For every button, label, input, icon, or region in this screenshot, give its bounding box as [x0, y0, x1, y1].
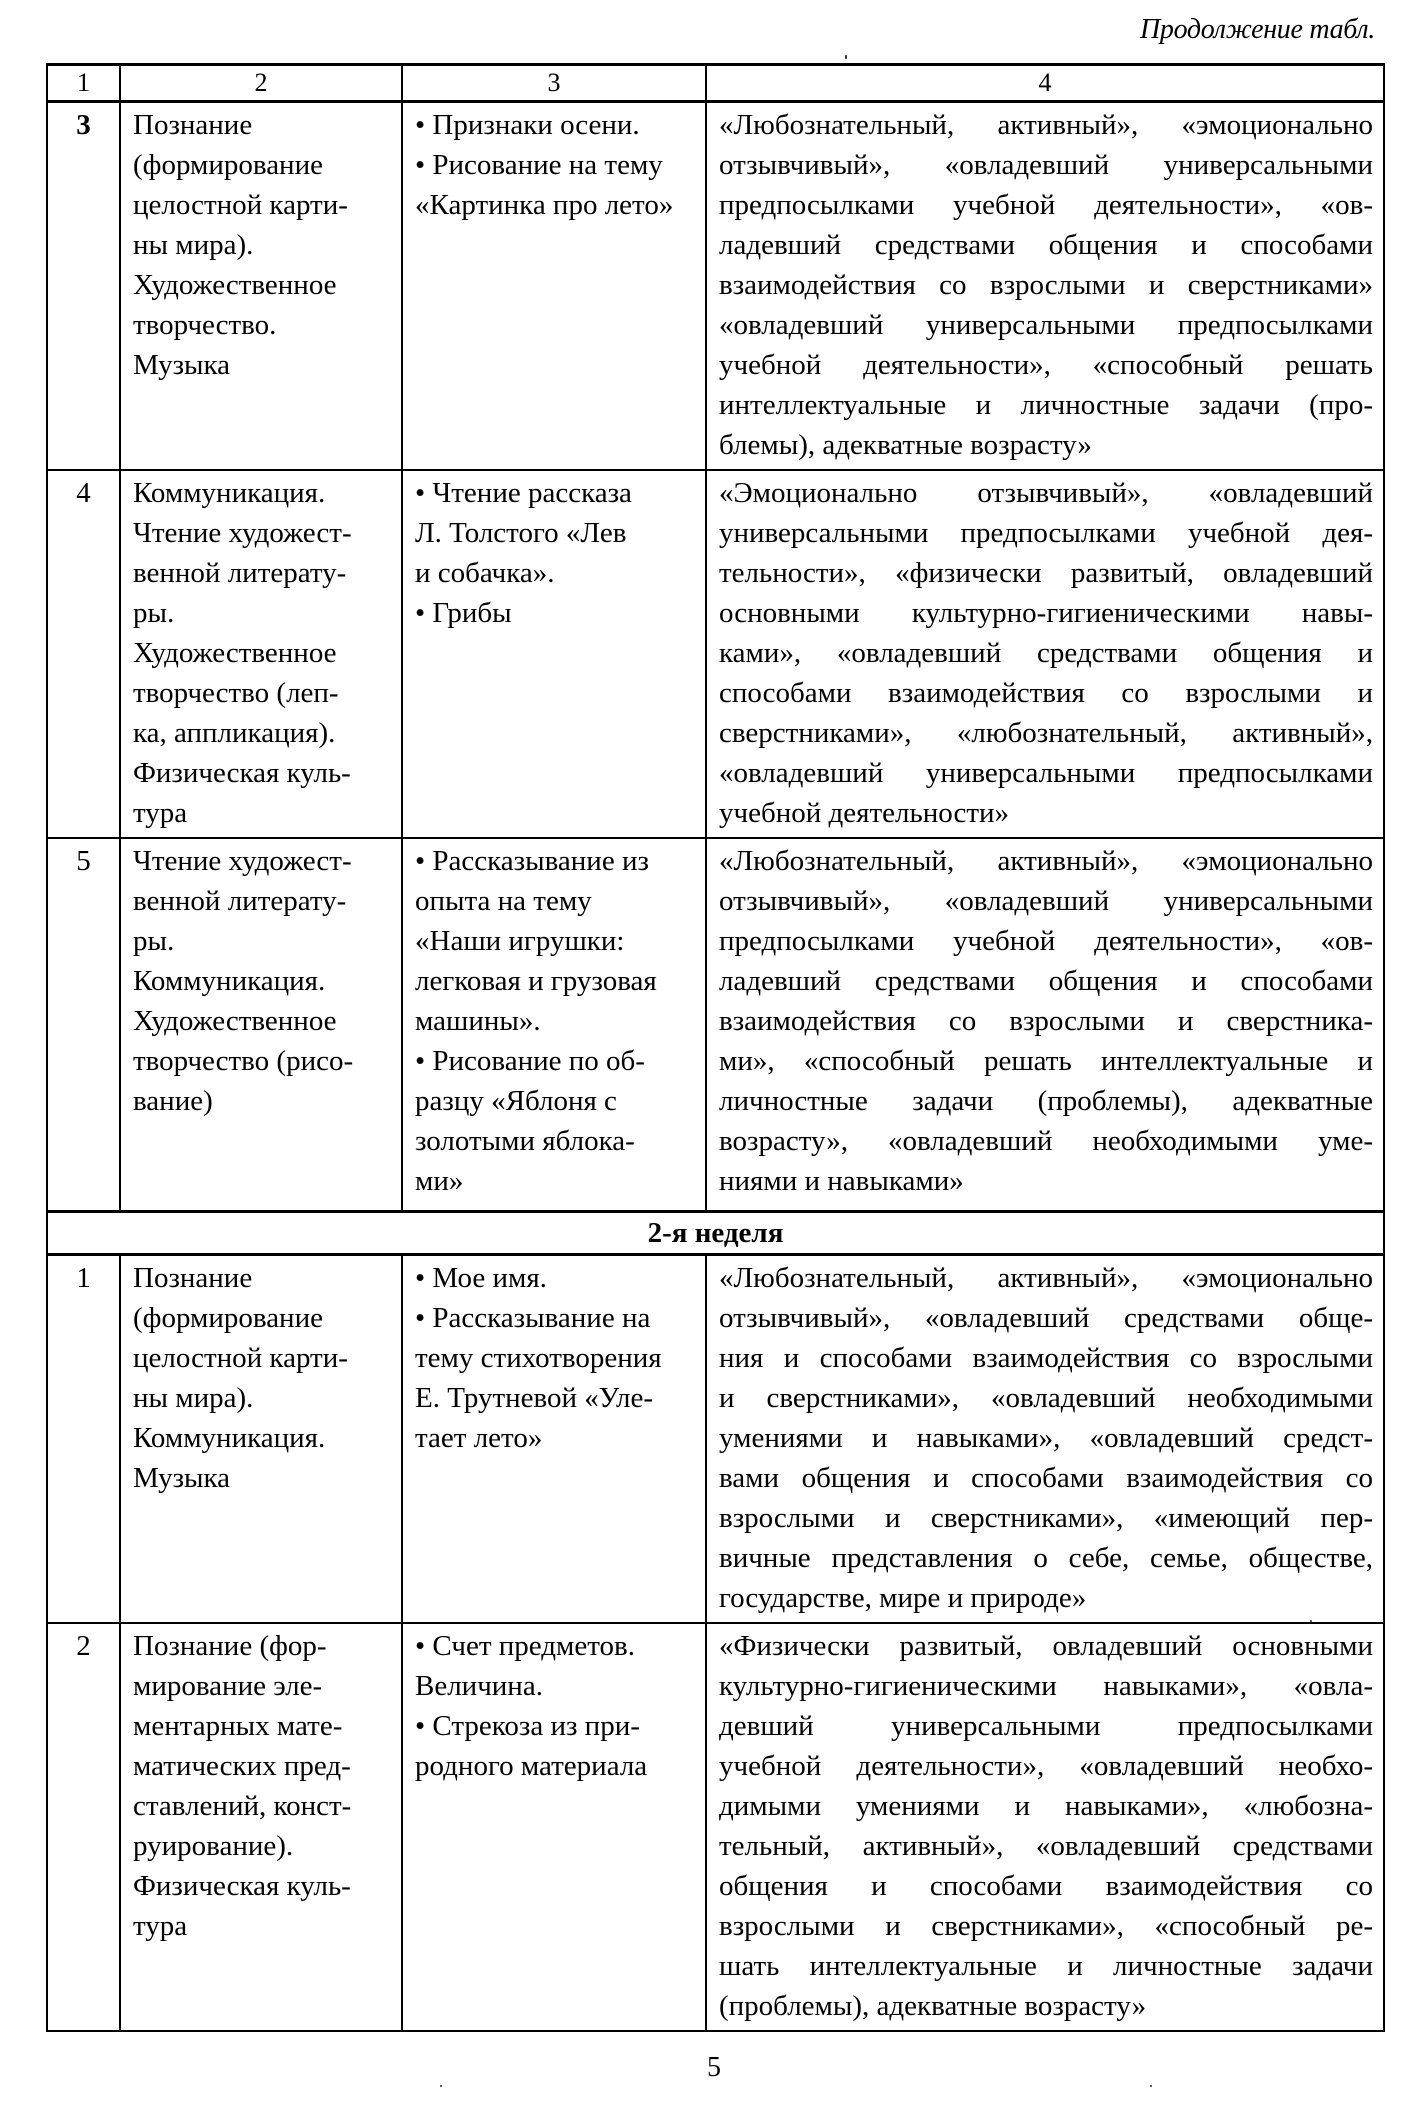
page-number: 5 [707, 2052, 721, 2083]
table-row [47, 838, 1384, 1211]
text-line: Е. Трутневой «Уле- [415, 1381, 654, 1414]
text-line: Познание [133, 109, 253, 141]
text-line: «Любознательный, активный», «эмоционально [719, 109, 1373, 141]
activity-areas-cell [120, 1623, 402, 2031]
column-number-header-row [47, 65, 1384, 102]
scan-speck [440, 2085, 442, 2087]
lesson-number: 2 [47, 1623, 120, 2031]
activity-areas-cell [120, 838, 402, 1211]
text-line: Физическая куль- [133, 757, 351, 789]
text-line: тает лето» [415, 1421, 543, 1454]
text-line: • Чтение рассказа [415, 477, 632, 509]
integrative-qualities-cell-content [707, 1256, 1383, 1622]
integrative-qualities-cell [706, 838, 1384, 1211]
text-line: Чтение художест- [133, 845, 352, 877]
text-line: сверстниками», «любознательный, активный», [719, 717, 1373, 749]
column-header-3: 3 [402, 65, 706, 102]
text-line: учебной деятельности» [719, 797, 1010, 829]
text-line: целостной карти- [133, 1341, 348, 1374]
text-line: «овладевший универсальными предпосылками [719, 309, 1373, 341]
lesson-topics-cell-content [403, 1256, 705, 1462]
text-line: возрасту», «овладевший необходимыми уме- [719, 1125, 1373, 1157]
text-line: отзывчивый», «овладевший средствами обще- [719, 1301, 1373, 1334]
lesson-topics-cell-content [403, 471, 705, 637]
text-line: учебной деятельности», «овладевший необхо- [719, 1749, 1373, 1782]
text-line: тура [133, 1909, 188, 1942]
text-line: родного материала [415, 1749, 648, 1782]
text-line: тельности», «физически развитый, овладевший [719, 557, 1373, 589]
text-line: ка, аппликация). [133, 717, 336, 749]
text-line: (проблемы), адекватные возрасту» [719, 1989, 1147, 2022]
text-line: творчество (рисо- [133, 1045, 354, 1077]
scan-speck [1310, 1620, 1312, 1622]
text-line: • Мое имя. [415, 1261, 547, 1294]
text-line: общения и способами взаимодействия со [719, 1869, 1373, 1902]
integrative-qualities-cell-content [707, 103, 1383, 469]
text-line: Коммуникация. [133, 1421, 326, 1454]
text-line: предпосылками учебной деятельности», «ов- [719, 925, 1373, 957]
text-line: ками», «овладевший средствами общения и [719, 637, 1373, 669]
text-line: • Счет предметов. [415, 1629, 635, 1662]
text-line: Л. Толстого «Лев [415, 517, 627, 549]
lesson-topics-cell [402, 470, 706, 838]
text-line: ставлений, конст- [133, 1789, 352, 1822]
text-line: учебной деятельности», «способный решать [719, 349, 1373, 381]
activity-areas-cell-content [121, 1256, 401, 1502]
text-line: Величина. [415, 1669, 543, 1702]
integrative-qualities-cell-content [707, 1624, 1383, 2030]
text-line: интеллектуальные и личностные задачи (про- [719, 389, 1373, 421]
lesson-topics-cell [402, 102, 706, 471]
text-line: ниями и навыками» [719, 1165, 964, 1197]
text-line: отзывчивый», «овладевший универсальными [719, 149, 1373, 181]
week-label: 2-я неделя [47, 1211, 1384, 1254]
text-line: способами взаимодействия со взрослыми и [719, 677, 1373, 709]
text-line: ладевший средствами общения и способами [719, 229, 1373, 261]
text-line: творчество (леп- [133, 677, 339, 709]
text-line: ладевший средствами общения и способами [719, 965, 1373, 997]
lesson-topics-cell-content [403, 1624, 705, 1790]
scan-speck [845, 55, 847, 59]
text-line: (формирование [133, 1301, 323, 1334]
text-line: Коммуникация. [133, 477, 326, 509]
table-row [47, 1254, 1384, 1623]
text-line: мирование эле- [133, 1669, 323, 1702]
text-line: ментарных мате- [133, 1709, 343, 1742]
text-line: • Рассказывание из [415, 845, 649, 877]
text-line: легковая и грузовая [415, 965, 657, 997]
table-row [47, 470, 1384, 838]
activity-areas-cell-content [121, 471, 401, 837]
text-line: Познание [133, 1261, 253, 1294]
lesson-plan-table [46, 63, 1385, 2032]
text-line: тему стихотворения [415, 1341, 662, 1374]
integrative-qualities-cell [706, 1623, 1384, 2031]
integrative-qualities-cell [706, 1254, 1384, 1623]
text-line: Художественное [133, 637, 337, 669]
text-line: основными культурно-гигиеническими навы- [719, 597, 1373, 629]
text-line: «овладевший универсальными предпосылками [719, 757, 1373, 789]
text-line: «Эмоционально отзывчивый», «овладевший [719, 477, 1373, 509]
text-line: взаимодействия со взрослыми и сверстниками» [719, 269, 1373, 301]
text-line: ны мира). [133, 229, 254, 261]
integrative-qualities-cell-content [707, 471, 1383, 837]
lesson-topics-cell-content [403, 839, 705, 1205]
text-line: разцу «Яблоня с [415, 1085, 617, 1117]
text-line: ми», «способный решать интеллектуальные и [719, 1045, 1373, 1077]
activity-areas-cell-content [121, 839, 401, 1125]
text-line: • Признаки осени. [415, 109, 640, 141]
text-line: «Любознательный, активный», «эмоционально [719, 845, 1373, 877]
text-line: творчество. [133, 309, 277, 341]
text-line: целостной карти- [133, 189, 348, 221]
text-line: димыми умениями и навыками», «любозна- [719, 1789, 1373, 1822]
text-line: отзывчивый», «овладевший универсальными [719, 885, 1373, 917]
text-line: • Рисование по об- [415, 1045, 645, 1077]
text-line: • Стрекоза из при- [415, 1709, 640, 1742]
integrative-qualities-cell-content [707, 839, 1383, 1205]
text-line: и сверстниками», «овладевший необходимыми [719, 1381, 1373, 1414]
running-head: Продолжение табл. [1139, 14, 1375, 45]
text-line: блемы), адекватные возрасту» [719, 429, 1092, 461]
table-row [47, 1623, 1384, 2031]
scan-speck [1150, 2085, 1152, 2087]
text-line: «Наши игрушки: [415, 925, 625, 957]
text-line: «Любознательный, активный», «эмоционально [719, 1261, 1373, 1294]
text-line: матических пред- [133, 1749, 351, 1782]
text-line: тельный, активный», «овладевший средствами [719, 1829, 1373, 1862]
text-line: шать интеллектуальные и личностные задачи [719, 1949, 1373, 1982]
text-line: тура [133, 797, 188, 829]
text-line: машины». [415, 1005, 541, 1037]
text-line: «Физически развитый, овладевший основными [719, 1629, 1373, 1662]
text-line: ны мира). [133, 1381, 254, 1414]
text-line: умениями и навыками», «овладевший средст- [719, 1421, 1373, 1454]
text-line: венной литерату- [133, 557, 347, 589]
text-line: • Рассказывание на [415, 1301, 651, 1334]
lesson-number: 1 [47, 1254, 120, 1623]
text-line: • Рисование на тему [415, 149, 663, 181]
text-line: Музыка [133, 349, 231, 381]
text-line: девший универсальными предпосылками [719, 1709, 1373, 1742]
text-line: вами общения и способами взаимодействия со [719, 1461, 1373, 1494]
text-line: предпосылками учебной деятельности», «ов- [719, 189, 1373, 221]
text-line: Физическая куль- [133, 1869, 351, 1902]
week-separator-row [47, 1211, 1384, 1254]
text-line: «Картинка про лето» [415, 189, 674, 221]
text-line: Коммуникация. [133, 965, 326, 997]
text-line: ми» [415, 1165, 464, 1197]
lesson-topics-cell [402, 1623, 706, 2031]
column-header-1: 1 [47, 65, 120, 102]
text-line: ры. [133, 597, 175, 629]
text-line: (формирование [133, 149, 323, 181]
text-line: опыта на тему [415, 885, 592, 917]
text-line: универсальными предпосылками учебной дея- [719, 517, 1373, 549]
lesson-number: 3 [47, 102, 120, 471]
text-line: Художественное [133, 1005, 337, 1037]
activity-areas-cell [120, 470, 402, 838]
text-line: золотыми яблока- [415, 1125, 635, 1157]
text-line: взаимодействия со взрослыми и сверстника- [719, 1005, 1373, 1037]
text-line: культурно-гигиеническими навыками», «овла- [719, 1669, 1373, 1702]
activity-areas-cell [120, 1254, 402, 1623]
text-line: ры. [133, 925, 175, 957]
activity-areas-cell-content [121, 103, 401, 389]
column-header-2: 2 [120, 65, 402, 102]
activity-areas-cell [120, 102, 402, 471]
text-line: Художественное [133, 269, 337, 301]
lesson-topics-cell [402, 838, 706, 1211]
text-line: взрослыми и сверстниками», «имеющий пер- [719, 1501, 1373, 1534]
lesson-number: 4 [47, 470, 120, 838]
lesson-topics-cell [402, 1254, 706, 1623]
table-row [47, 102, 1384, 471]
text-line: вичные представления о себе, семье, обществе, [719, 1541, 1373, 1574]
text-line: государстве, мире и природе» [719, 1581, 1087, 1614]
integrative-qualities-cell [706, 470, 1384, 838]
text-line: и собачка». [415, 557, 555, 589]
text-line: ния и способами взаимодействия со взрослыми [719, 1341, 1373, 1374]
text-line: взрослыми и сверстниками», «способный ре- [719, 1909, 1373, 1942]
activity-areas-cell-content [121, 1624, 401, 1950]
lesson-topics-cell-content [403, 103, 705, 229]
column-header-4: 4 [706, 65, 1384, 102]
table-body [47, 102, 1384, 2031]
text-line: • Грибы [415, 597, 512, 629]
text-line: Познание (фор- [133, 1629, 327, 1662]
text-line: венной литерату- [133, 885, 347, 917]
lesson-number: 5 [47, 838, 120, 1211]
text-line: руирование). [133, 1829, 294, 1862]
integrative-qualities-cell [706, 102, 1384, 471]
text-line: вание) [133, 1085, 213, 1117]
text-line: личностные задачи (проблемы), адекватные [719, 1085, 1373, 1117]
text-line: Музыка [133, 1461, 231, 1494]
text-line: Чтение художест- [133, 517, 352, 549]
